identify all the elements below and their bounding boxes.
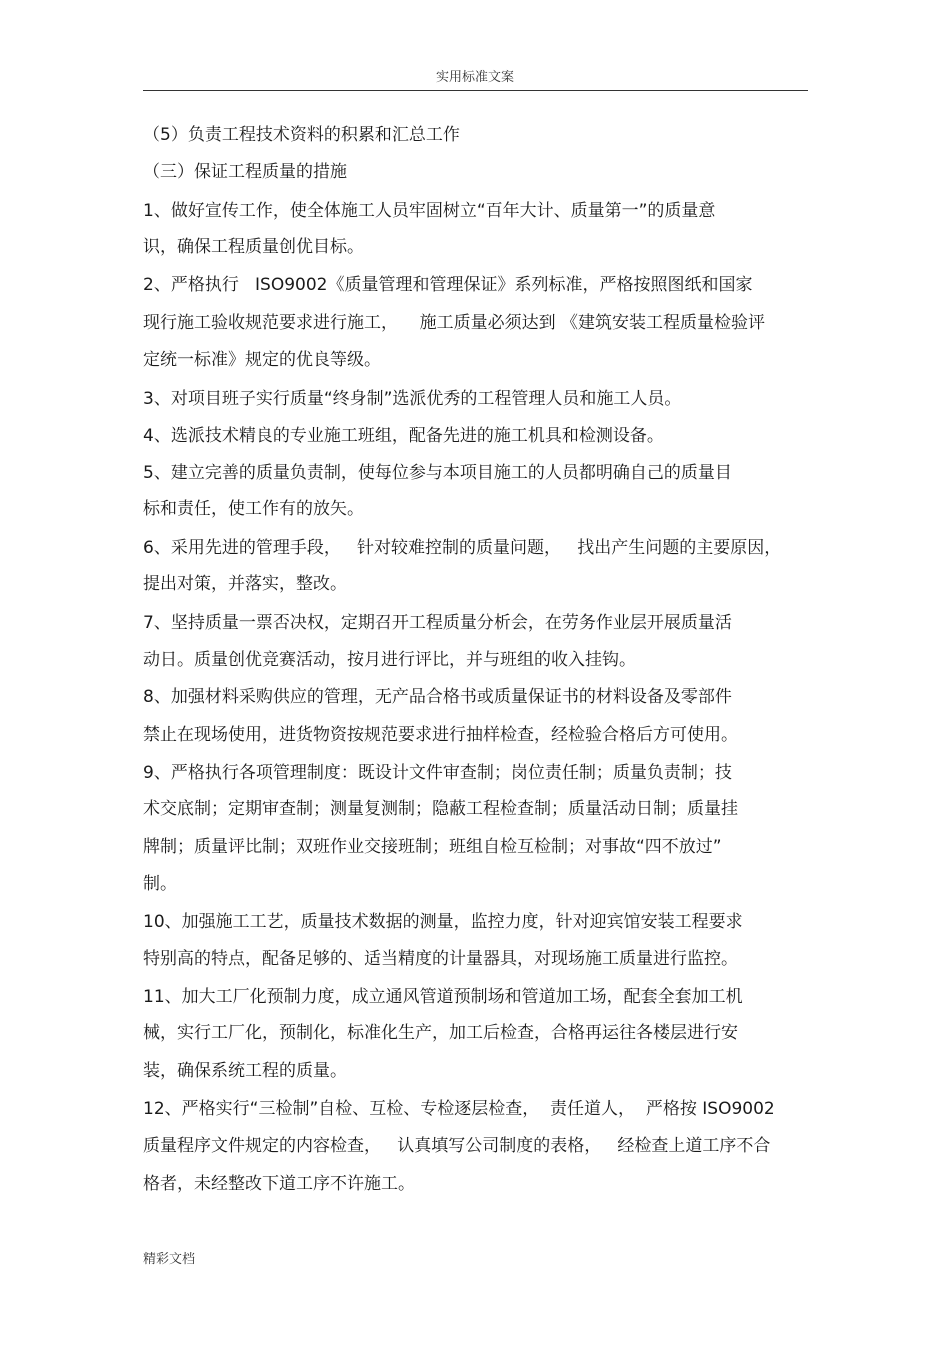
body-line: 现行施工验收规范要求进行施工， 施工质量必须达到 《建筑安装工程质量检验评 <box>143 313 766 333</box>
body-line: 特别高的特点，配备足够的、适当精度的计量器具，对现场施工质量进行监控。 <box>143 949 738 969</box>
body-line: 装，确保系统工程的质量。 <box>143 1061 347 1081</box>
body-line: 定统一标准》规定的优良等级。 <box>143 350 381 370</box>
body-line: 12、严格实行“三检制”自检、互检、专检逐层检查， 责任道人， 严格按 ISO9002 <box>143 1099 775 1119</box>
body-line: 9、严格执行各项管理制度：既设计文件审查制；岗位责任制；质量负责制；技 <box>143 763 732 783</box>
body-line: 6、采用先进的管理手段， 针对较难控制的质量问题， 找出产生问题的主要原因， <box>143 538 782 558</box>
body-line: 识，确保工程质量创优目标。 <box>143 237 364 257</box>
body-line: 牌制；质量评比制；双班作业交接班制；班组自检互检制；对事故“四不放过” <box>143 837 722 857</box>
body-line: 3、对项目班子实行质量“终身制”选派优秀的工程管理人员和施工人员。 <box>143 389 682 409</box>
body-line: 术交底制；定期审查制；测量复测制；隐蔽工程检查制；质量活动日制；质量挂 <box>143 799 738 819</box>
body-line: （三）保证工程质量的措施 <box>143 162 347 182</box>
page-header-title: 实用标准文案 <box>435 70 514 85</box>
body-line: 8、加强材料采购供应的管理，无产品合格书或质量保证书的材料设备及零部件 <box>143 687 732 707</box>
body-line: 2、严格执行 ISO9002《质量管理和管理保证》系列标准，严格按照图纸和国家 <box>143 275 753 295</box>
body-line: 标和责任，使工作有的放矢。 <box>143 499 364 519</box>
body-line: 提出对策，并落实，整改。 <box>143 574 347 594</box>
body-line: 械，实行工厂化，预制化，标准化生产，加工后检查，合格再运往各楼层进行安 <box>143 1023 738 1043</box>
body-line: 禁止在现场使用，进货物资按规范要求进行抽样检查，经检验合格后方可使用。 <box>143 725 738 745</box>
body-line: 质量程序文件规定的内容检查， 认真填写公司制度的表格， 经检查上道工序不合 <box>143 1136 771 1156</box>
body-line: 制。 <box>143 874 177 894</box>
body-line: 5、建立完善的质量负责制，使每位参与本项目施工的人员都明确自己的质量目 <box>143 463 732 483</box>
page-footer-text: 精彩文档 <box>143 1252 196 1267</box>
body-line: 4、选派技术精良的专业施工班组，配备先进的施工机具和检测设备。 <box>143 426 664 446</box>
body-line: （5）负责工程技术资料的积累和汇总工作 <box>143 125 460 145</box>
body-line: 1、做好宣传工作，使全体施工人员牢固树立“百年大计、质量第一”的质量意 <box>143 201 716 221</box>
header-divider <box>143 90 808 91</box>
body-line: 11、加大工厂化预制力度，成立通风管道预制场和管道加工场，配套全套加工机 <box>143 987 743 1007</box>
body-line: 动日。质量创优竞赛活动，按月进行评比，并与班组的收入挂钩。 <box>143 650 636 670</box>
body-line: 格者，未经整改下道工序不许施工。 <box>143 1174 415 1194</box>
body-line: 7、坚持质量一票否决权，定期召开工程质量分析会，在劳务作业层开展质量活 <box>143 613 732 633</box>
body-line: 10、加强施工工艺，质量技术数据的测量，监控力度，针对迎宾馆安装工程要求 <box>143 912 743 932</box>
